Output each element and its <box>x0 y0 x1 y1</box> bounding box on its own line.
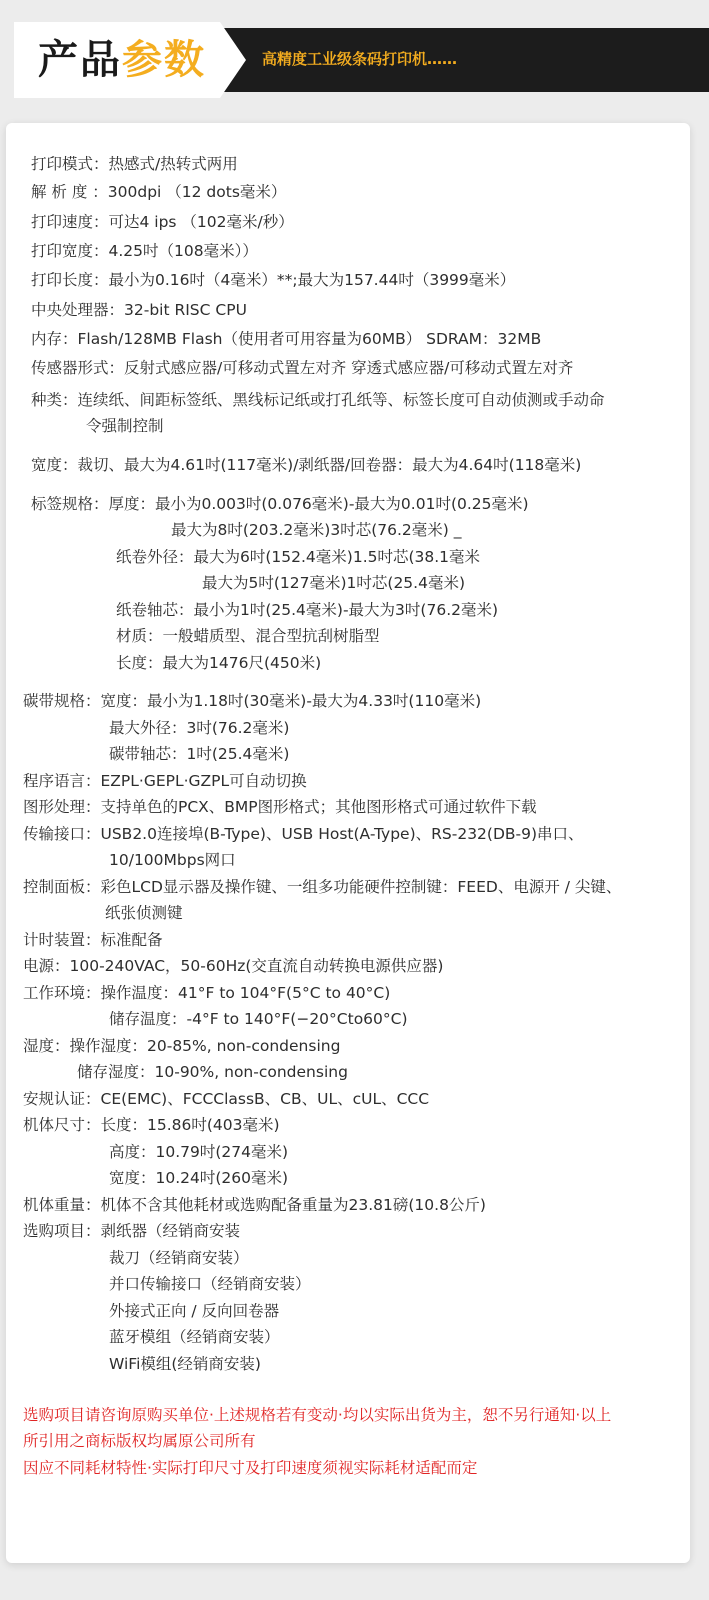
spec-options: 选购项目：剥纸器（经销商安装 <box>23 1222 241 1240</box>
note-disclaimer: 选购项目请咨询原购买单位·上述规格若有变动·均以实际出货为主，恕不另行通知·以上 <box>23 1406 612 1424</box>
spec-storage-temp: 储存温度：-4°F to 140°F(−20°Cto60°C) <box>109 1010 408 1028</box>
spec-control-panel-cont: 纸张侦测键 <box>105 904 183 922</box>
page-subtitle: 高精度工业级条码打印机…… <box>262 50 458 68</box>
spec-card <box>6 123 690 1563</box>
spec-certification: 安规认证：CE(EMC)、FCCClassB、CB、UL、cUL、CCC <box>23 1090 430 1108</box>
spec-dimension-width: 宽度：10.24吋(260毫米) <box>109 1169 289 1187</box>
spec-rtc: 计时装置：标准配备 <box>23 931 163 949</box>
spec-media-width: 宽度：裁切、最大为4.61吋(117毫米)/剥纸器/回卷器：最大为4.64吋(118毫米) <box>31 456 582 474</box>
spec-control-panel: 控制面板：彩色LCD显示器及操作键、一组多功能硬件控制键：FEED、电源开 / 尖键、 <box>23 878 622 896</box>
spec-print-width: 打印宽度：4.25吋（108毫米）） <box>31 242 258 260</box>
spec-print-speed: 打印速度：可达4 ips （102毫米/秒） <box>31 213 294 231</box>
spec-storage-humidity: 储存湿度：10-90%, non-condensing <box>77 1063 348 1081</box>
page-title-part1: 产品 <box>38 37 122 83</box>
spec-ribbon-width: 碳带规格：宽度：最小为1.18吋(30毫米)-最大为4.33吋(110毫米) <box>23 692 482 710</box>
spec-dimension-height: 高度：10.79吋(274毫米) <box>109 1143 289 1161</box>
spec-operating-temp: 工作环境：操作温度：41°F to 104°F(5°C to 40°C) <box>23 984 391 1002</box>
spec-graphics: 图形处理：支持单色的PCX、BMP图形格式；其他图形格式可通过软件下载 <box>23 798 537 816</box>
spec-label-material: 材质：一般蜡质型、混合型抗刮树脂型 <box>116 627 380 645</box>
spec-roll-core: 纸卷轴芯：最小为1吋(25.4毫米)-最大为3吋(76.2毫米) <box>116 601 499 619</box>
spec-print-mode: 打印模式：热感式/热转式两用 <box>31 155 238 173</box>
header-banner <box>0 28 709 92</box>
spec-weight: 机体重量：机体不含其他耗材或选购配备重量为23.81磅(10.8公斤) <box>23 1196 486 1214</box>
spec-label-max: 最大为8吋(203.2毫米)3吋芯(76.2毫米) _ <box>171 521 462 539</box>
spec-roll-od: 纸卷外径：最大为6吋(152.4毫米)1.5吋芯(38.1毫米 <box>116 548 481 566</box>
banner-edge <box>0 28 14 92</box>
spec-cpu: 中央处理器：32-bit RISC CPU <box>31 301 247 319</box>
spec-label-length: 长度：最大为1476尺(450米) <box>116 654 322 672</box>
spec-media-type: 种类：连续纸、间距标签纸、黑线标记纸或打孔纸等、标签长度可自动侦测或手动命 <box>31 391 605 409</box>
spec-resolution: 解 析 度 ：300dpi （12 dots毫米） <box>31 183 287 201</box>
page-title <box>38 34 206 86</box>
spec-option-wifi: WiFi模组(经销商安装) <box>109 1355 261 1373</box>
spec-ribbon-core: 碳带轴芯：1吋(25.4毫米) <box>109 745 290 763</box>
spec-label-thickness: 标签规格：厚度：最小为0.003吋(0.076毫米)-最大为0.01吋(0.25毫米) <box>31 495 529 513</box>
spec-option-parallel: 并口传输接口（经销商安装） <box>109 1275 311 1293</box>
spec-language: 程序语言：EZPL·GEPL·GZPL可自动切换 <box>23 772 307 790</box>
spec-interface: 传输接口：USB2.0连接埠(B-Type)、USB Host(A-Type)、RS-232(DB-9)串口、 <box>23 825 584 843</box>
spec-sensor: 传感器形式：反射式感应器/可移动式置左对齐 穿透式感应器/可移动式置左对齐 <box>31 359 574 377</box>
note-trademark: 所引用之商标版权均属原公司所有 <box>23 1432 256 1450</box>
spec-print-length: 打印长度：最小为0.16吋（4毫米）**;最大为157.44吋（3999毫米） <box>31 271 516 289</box>
spec-operating-humidity: 湿度：操作湿度：20-85%, non-condensing <box>23 1037 341 1055</box>
spec-memory: 内存：Flash/128MB Flash（使用者可用容量为60MB） SDRAM：32MB <box>31 330 542 348</box>
spec-power: 电源：100-240VAC，50-60Hz(交直流自动转换电源供应器) <box>23 957 444 975</box>
note-media-variance: 因应不同耗材特性·实际打印尺寸及打印速度须视实际耗材适配而定 <box>23 1459 478 1477</box>
title-arrow <box>220 22 246 98</box>
spec-option-bluetooth: 蓝牙模组（经销商安装） <box>109 1328 280 1346</box>
spec-media-type-cont: 令强制控制 <box>86 417 164 435</box>
spec-roll-od-2: 最大为5吋(127毫米)1吋芯(25.4毫米) <box>202 574 466 592</box>
spec-ribbon-od: 最大外径：3吋(76.2毫米) <box>109 719 290 737</box>
spec-dimension-length: 机体尺寸：长度：15.86吋(403毫米) <box>23 1116 280 1134</box>
spec-option-rewinder: 外接式正向 / 反向回卷器 <box>109 1302 280 1320</box>
spec-option-cutter: 裁刀（经销商安装） <box>109 1249 249 1267</box>
page-title-part2: 参数 <box>122 37 206 83</box>
spec-interface-cont: 10/100Mbps网口 <box>109 851 236 869</box>
